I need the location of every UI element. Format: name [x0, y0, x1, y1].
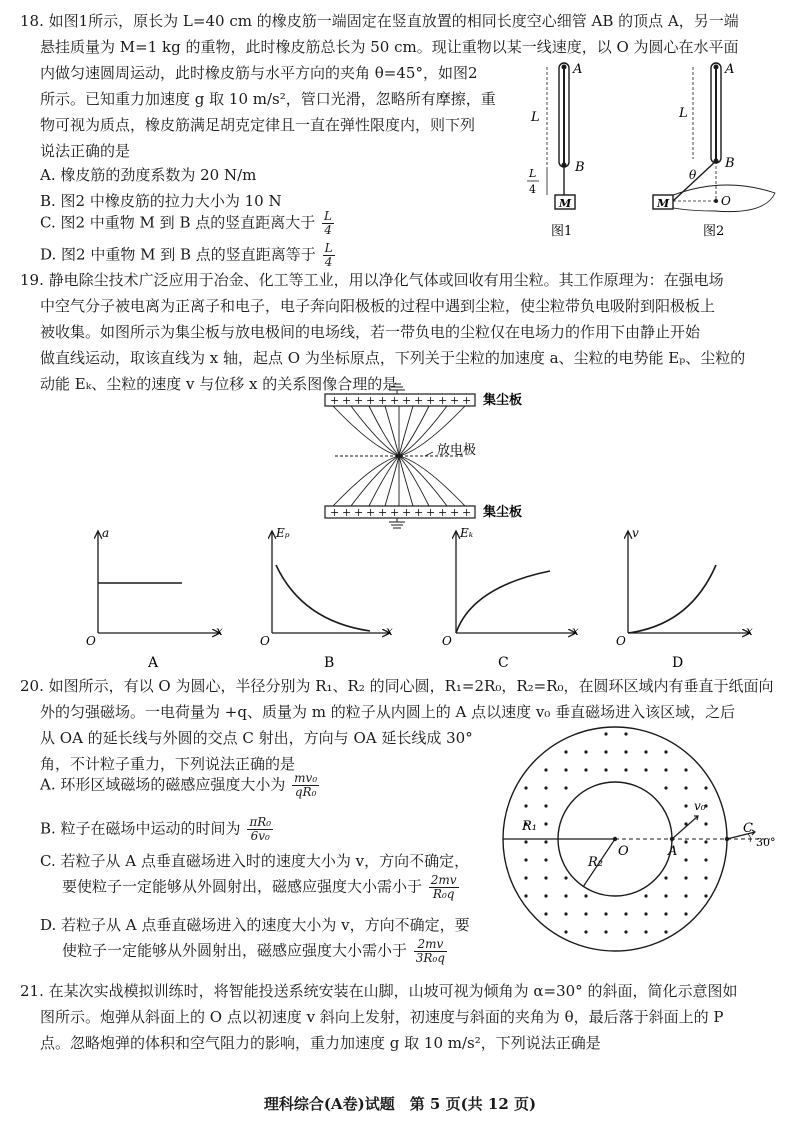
fig2-label-theta: θ [689, 168, 697, 182]
label-top-plate: 集尘板 [483, 393, 523, 408]
field-dot [604, 768, 607, 771]
point-c [725, 837, 729, 841]
field-dot [544, 894, 547, 897]
field-dot [544, 822, 547, 825]
page-footer: 理科综合(A卷)试题 第 5 页(共 12 页) [263, 1095, 537, 1113]
q20-option-d-text: 使粒子一定能够从外圆射出，磁感应强度大小需小于 [62, 941, 408, 960]
graph-b-curve [276, 565, 370, 631]
q18-option-a: A. 橡皮筋的劲度系数为 20 N/m [40, 166, 257, 184]
field-dot [704, 840, 707, 843]
q18-line-3: 内做匀速圆周运动，此时橡皮筋与水平方向的夹角 θ=45°，如图2 [40, 64, 478, 82]
field-dot [644, 750, 647, 753]
graph-c-curve [456, 571, 550, 633]
plate-charge-plus: + [378, 394, 388, 407]
fig2-label-a: A [725, 62, 735, 77]
field-dot [584, 930, 587, 933]
field-dot [544, 840, 547, 843]
field-dot [564, 894, 567, 897]
field-dot [704, 858, 707, 861]
plate-charge-plus: + [342, 394, 352, 407]
field-dot [664, 768, 667, 771]
field-dot [584, 912, 587, 915]
q20-option-a-fraction: $\frac{\text{mv₀}}{\text{qR₀}}$ [294, 771, 318, 799]
field-dot [624, 912, 627, 915]
q19-answer-graphs [80, 525, 780, 675]
plate-charge-plus: + [438, 506, 448, 519]
plate-charge-plus: + [354, 506, 364, 519]
label-electrode: 放电极 [437, 443, 477, 458]
graph-a-origin: O [86, 634, 96, 648]
fig2-point-a [714, 65, 719, 70]
fig2-label-b: B [725, 156, 735, 171]
q20-option-c-line-1: C. 若粒子从 A 点垂直磁场进入时的速度大小为 v，方向不确定， [40, 852, 470, 870]
fig1-label-b: B [575, 160, 585, 175]
plate-charge-plus: + [342, 506, 352, 519]
q18-option-c-text: C. 图2 中重物 M 到 B 点的竖直距离大于 [40, 213, 316, 232]
q20-option-b-text: B. 粒子在磁场中运动的时间为 [40, 819, 241, 838]
field-dot [564, 768, 567, 771]
field-dot [544, 912, 547, 915]
field-dot [544, 804, 547, 807]
q18-line-5: 物可视为质点，橡皮筋满足胡克定律且一直在弹性限度内，则下列 [40, 116, 476, 134]
label-c: C [743, 821, 753, 836]
graph-b-xlabel: x [386, 624, 393, 638]
fig2-point-o [714, 199, 718, 203]
plate-charge-plus: + [402, 394, 412, 407]
field-dot [664, 930, 667, 933]
q18-option-c-fraction: $\frac{L}{4}$ [324, 209, 332, 237]
plate-charge-plus: + [390, 394, 400, 407]
q20-line-4: 角，不计粒子重力，下列说法正确的是 [40, 755, 296, 773]
q18-line-6: 说法正确的是 [40, 142, 131, 160]
fig1-label-a: A [573, 62, 583, 77]
plate-charge-plus: + [414, 394, 424, 407]
plate-charge-plus: + [330, 394, 340, 407]
label-r2: R₂ [588, 855, 603, 870]
field-dot [524, 804, 527, 807]
field-dot [684, 804, 687, 807]
q21-line-1: 21. 在某次实战模拟训练时，将智能投送系统安装在山脚，山坡可视为倾角为 α=30° 的斜面，简化示意图如 [20, 982, 738, 1000]
label-v0: v₀ [694, 799, 706, 813]
q20-option-a [40, 772, 321, 799]
field-dot [684, 876, 687, 879]
label-angle: 30° [756, 836, 776, 849]
label-o: O [618, 844, 629, 859]
plate-charge-plus: + [450, 506, 460, 519]
plate-charge-plus: + [354, 394, 364, 407]
question-19 [20, 267, 800, 397]
question-21 [20, 978, 800, 1056]
graph-b [272, 531, 390, 633]
q21-line-3: 点。忽略炮弹的体积和空气阻力的影响，重力加速度 g 取 10 m/s²，下列说法正确是 [40, 1034, 601, 1052]
plate-charge-plus: + [450, 394, 460, 407]
field-dot [564, 750, 567, 753]
graph-d-label: D [672, 655, 684, 671]
field-dot [544, 876, 547, 879]
graph-a-xlabel: x [216, 624, 223, 638]
field-dot [524, 858, 527, 861]
q18-option-d [40, 242, 337, 269]
q20-option-d-line-1: D. 若粒子从 A 点垂直磁场进入的速度大小为 v，方向不确定，要 [40, 916, 470, 934]
fig1-label-l4-den: 4 [529, 183, 536, 196]
q18-option-c [40, 210, 336, 237]
q20-option-b-fraction: $\frac{\text{πR₀}}{\text{6v₀}}$ [249, 815, 272, 843]
plate-charge-plus: + [426, 394, 436, 407]
q20-option-c-line-2 [62, 874, 461, 901]
q20-line-2: 外的匀强磁场。一电荷量为 +q、质量为 m 的粒子从内圆上的 A 点以速度 v₀ 垂直磁场进入该区域，之后 [40, 703, 736, 721]
field-dot [584, 894, 587, 897]
field-dot [704, 786, 707, 789]
field-dot [684, 912, 687, 915]
center-o [613, 837, 617, 841]
field-dot [664, 786, 667, 789]
graph-c [456, 531, 576, 633]
field-dot [564, 786, 567, 789]
q18-line-2: 悬挂质量为 M=1 kg 的重物，此时橡皮筋总长为 50 cm。现让重物以某一线速度，以 O 为圆心在水平面 [40, 38, 739, 56]
fig2-caption: 图2 [703, 224, 725, 239]
field-dot [524, 786, 527, 789]
field-dot [704, 876, 707, 879]
q18-line-1: 18. 如图1所示，原长为 L=40 cm 的橡皮筋一端固定在竖直放置的相同长度空心细管 AB 的顶点 A，另一端 [20, 12, 739, 30]
plate-charge-plus: + [462, 394, 472, 407]
fig2-mass-label: M [657, 197, 670, 210]
field-dot [564, 912, 567, 915]
field-dot [684, 786, 687, 789]
q20-line-1: 20. 如图所示，有以 O 为圆心，半径分别为 R₁、R₂ 的同心圆，R₁=2R₀，R₂=R₀，在圆环区域内有垂直于纸面向 [20, 677, 774, 695]
field-dot [544, 786, 547, 789]
q21-line-2: 图所示。炮弹从斜面上的 O 点以初速度 v 斜向上发射，初速度与斜面的夹角为 θ，最后落于斜面上的 P [40, 1008, 724, 1026]
field-dot [664, 912, 667, 915]
graph-d-curve [628, 565, 716, 633]
label-a: A [668, 844, 678, 859]
field-dot [644, 768, 647, 771]
field-dot [544, 858, 547, 861]
q20-option-c-text: 要使粒子一定能够从外圆射出，磁感应强度大小需小于 [62, 877, 423, 896]
q19-line-1: 19. 静电除尘技术广泛应用于冶金、化工等工业，用以净化气体或回收有用尘粒。其工作原理为：在强电场 [20, 271, 724, 289]
graph-a [98, 531, 220, 633]
q18-option-b: B. 图2 中橡皮筋的拉力大小为 10 N [40, 192, 282, 210]
field-dot [684, 894, 687, 897]
field-dot [664, 750, 667, 753]
point-a [670, 837, 674, 841]
field-dot [584, 768, 587, 771]
q19-line-4: 做直线运动，取该直线为 x 轴，起点 O 为坐标原点，下列关于尘粒的加速度 a、尘粒的电势能 Eₚ、尘粒的 [40, 349, 746, 367]
label-r1: R₁ [522, 819, 537, 834]
q20-option-b [40, 816, 275, 843]
field-dot [684, 858, 687, 861]
plate-charge-plus: + [390, 506, 400, 519]
field-dot [644, 912, 647, 915]
field-dot [564, 930, 567, 933]
plate-charge-plus: + [366, 506, 376, 519]
graph-c-xlabel: x [572, 624, 579, 638]
figure-2 [653, 63, 775, 212]
field-dot [584, 750, 587, 753]
fig1-point-a [562, 65, 567, 70]
label-bottom-plate: 集尘板 [483, 505, 523, 520]
field-dot [624, 732, 627, 735]
field-dot [624, 768, 627, 771]
field-dot [564, 876, 567, 879]
field-dot [664, 876, 667, 879]
graph-d-origin: O [616, 634, 626, 648]
velocity-v0 [672, 816, 698, 839]
q20-option-c-fraction: $\frac{2mv}{\text{R₀q}}$ [430, 873, 457, 901]
field-dot [524, 894, 527, 897]
plate-charge-plus: + [462, 506, 472, 519]
plate-charge-plus: + [414, 506, 424, 519]
q19-line-3: 被收集。如图所示为集尘板与放电极间的电场线，若一带负电的尘粒仅在电场力的作用下由静止开始 [40, 323, 701, 341]
plate-charge-plus: + [438, 394, 448, 407]
fig1-caption: 图1 [551, 224, 573, 239]
fig2-label-o: O [721, 194, 731, 208]
field-dot [524, 840, 527, 843]
q18-figures [525, 55, 800, 245]
fig1-label-l4-num: L [529, 167, 537, 180]
q19-line-2: 中空气分子被电离为正离子和电子，电子奔向阳极板的过程中遇到尘粒，使尘粒带负电吸附到阳极板上 [40, 297, 716, 315]
q20-option-d-fraction: $\frac{2mv}{\text{3R₀q}}$ [415, 937, 445, 965]
field-dot [704, 822, 707, 825]
q20-line-3: 从 OA 的延长线与外圆的交点 C 射出，方向与 OA 延长线成 30° [40, 729, 473, 747]
plate-charge-plus: + [378, 506, 388, 519]
figure-1 [547, 63, 575, 209]
fig2-point-b [714, 159, 719, 164]
plate-charge-plus: + [426, 506, 436, 519]
plate-charge-plus: + [366, 394, 376, 407]
graph-b-label: B [324, 655, 335, 671]
field-dot [604, 750, 607, 753]
q18-option-d-fraction: $\frac{L}{4}$ [324, 241, 333, 269]
fig1-label-l: L [531, 110, 540, 125]
field-dot [604, 732, 607, 735]
q19-field-figure [315, 380, 545, 530]
field-dot [644, 894, 647, 897]
graph-b-origin: O [260, 634, 270, 648]
field-dot [644, 930, 647, 933]
plate-charge-plus: + [330, 506, 340, 519]
plate-charge-plus: + [402, 506, 412, 519]
graph-c-ylabel: Eₖ [460, 526, 474, 540]
graph-b-ylabel: Eₚ [276, 526, 290, 540]
field-dot [604, 912, 607, 915]
graph-d-xlabel: x [746, 624, 753, 638]
field-dot [624, 930, 627, 933]
graph-c-origin: O [442, 634, 452, 648]
graph-a-label: A [148, 655, 159, 671]
q20-option-d-line-2 [62, 938, 449, 965]
fig2-label-l: L [679, 106, 688, 121]
q18-line-4: 所示。已知重力加速度 g 取 10 m/s²，管口光滑，忽略所有摩擦，重 [40, 90, 496, 108]
graph-d-ylabel: v [632, 526, 639, 540]
field-dot [704, 894, 707, 897]
fig1-mass-label: M [559, 197, 572, 210]
graph-a-ylabel: a [102, 526, 110, 540]
field-dot [624, 750, 627, 753]
fig1-point-b [562, 163, 567, 168]
field-dot [524, 876, 527, 879]
graph-c-label: C [498, 655, 509, 671]
field-dot [684, 768, 687, 771]
field-dot [604, 930, 607, 933]
q20-field-figure [490, 722, 790, 962]
q19-line-5: 动能 Eₖ、尘粒的速度 v 与位移 x 的关系图像合理的是 [40, 375, 398, 393]
field-dot [684, 840, 687, 843]
field-dot [664, 894, 667, 897]
field-dot [544, 768, 547, 771]
q20-option-a-text: A. 环形区域磁场的磁感应强度大小为 [40, 775, 286, 794]
q18-option-d-text: D. 图2 中重物 M 到 B 点的竖直距离等于 [40, 245, 316, 264]
graph-d [628, 531, 750, 633]
